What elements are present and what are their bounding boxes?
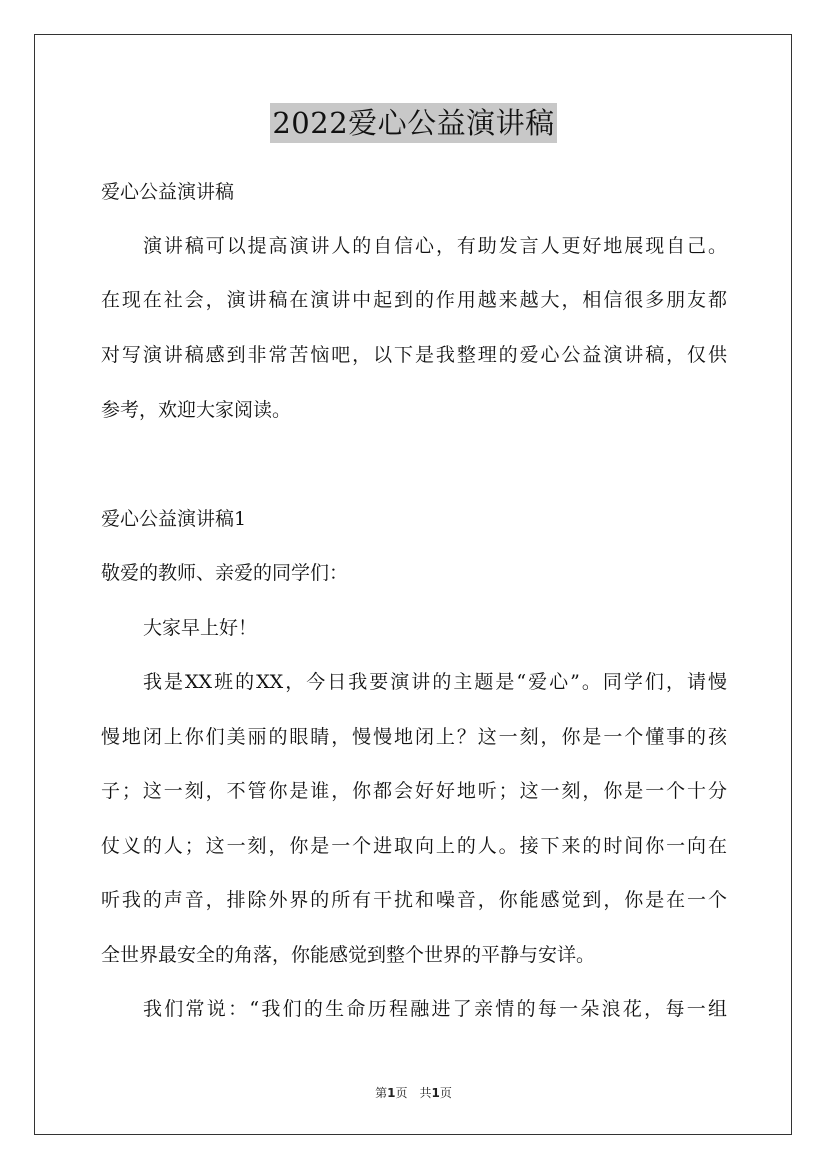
section-heading: 爱心公益演讲稿 (101, 181, 235, 203)
paragraph-line: 在现在社会，演讲稿在演讲中起到的作用越来越大，相信很多朋友都 (101, 289, 727, 311)
paragraph-line: 听我的声音，排除外界的所有干扰和噪音，你能感觉到，你是在一个 (101, 889, 727, 911)
paragraph-line: 我是XX班的XX，今日我要演讲的主题是“爱心”。同学们，请慢 (143, 671, 727, 693)
document-title: 2022爱心公益演讲稿 (270, 103, 556, 143)
total-prefix: 共 (419, 1086, 432, 1100)
salutation: 敬爱的教师、亲爱的同学们： (101, 562, 349, 584)
section-heading: 爱心公益演讲稿1 (101, 508, 247, 530)
paragraph-line: 演讲稿可以提高演讲人的自信心，有助发言人更好地展现自己。 (143, 235, 727, 257)
paragraph-line: 参考，欢迎大家阅读。 (101, 399, 292, 421)
total-pages: 1 (431, 1086, 440, 1100)
page-prefix: 第 (375, 1086, 388, 1100)
paragraph-line: 仗义的人；这一刻，你是一个进取向上的人。接下来的时间你一向在 (101, 835, 727, 857)
title-wrap (0, 103, 827, 143)
paragraph-line: 全世界最安全的角落，你能感觉到整个世界的平静与安详。 (101, 944, 596, 966)
paragraph-line: 慢地闭上你们美丽的眼睛，慢慢地闭上？这一刻，你是一个懂事的孩 (101, 726, 727, 748)
page-number: 1 (387, 1086, 396, 1100)
total-suffix: 页 (439, 1086, 452, 1100)
paragraph-line: 对写演讲稿感到非常苦恼吧，以下是我整理的爱心公益演讲稿，仅供 (101, 344, 727, 366)
greeting: 大家早上好！ (143, 617, 258, 639)
page-suffix: 页 (395, 1086, 408, 1100)
paragraph-line: 子；这一刻，不管你是谁，你都会好好地听；这一刻，你是一个十分 (101, 780, 727, 802)
page-footer (0, 1084, 827, 1101)
paragraph-line: 我们常说：“我们的生命历程融进了亲情的每一朵浪花，每一组 (143, 998, 727, 1020)
